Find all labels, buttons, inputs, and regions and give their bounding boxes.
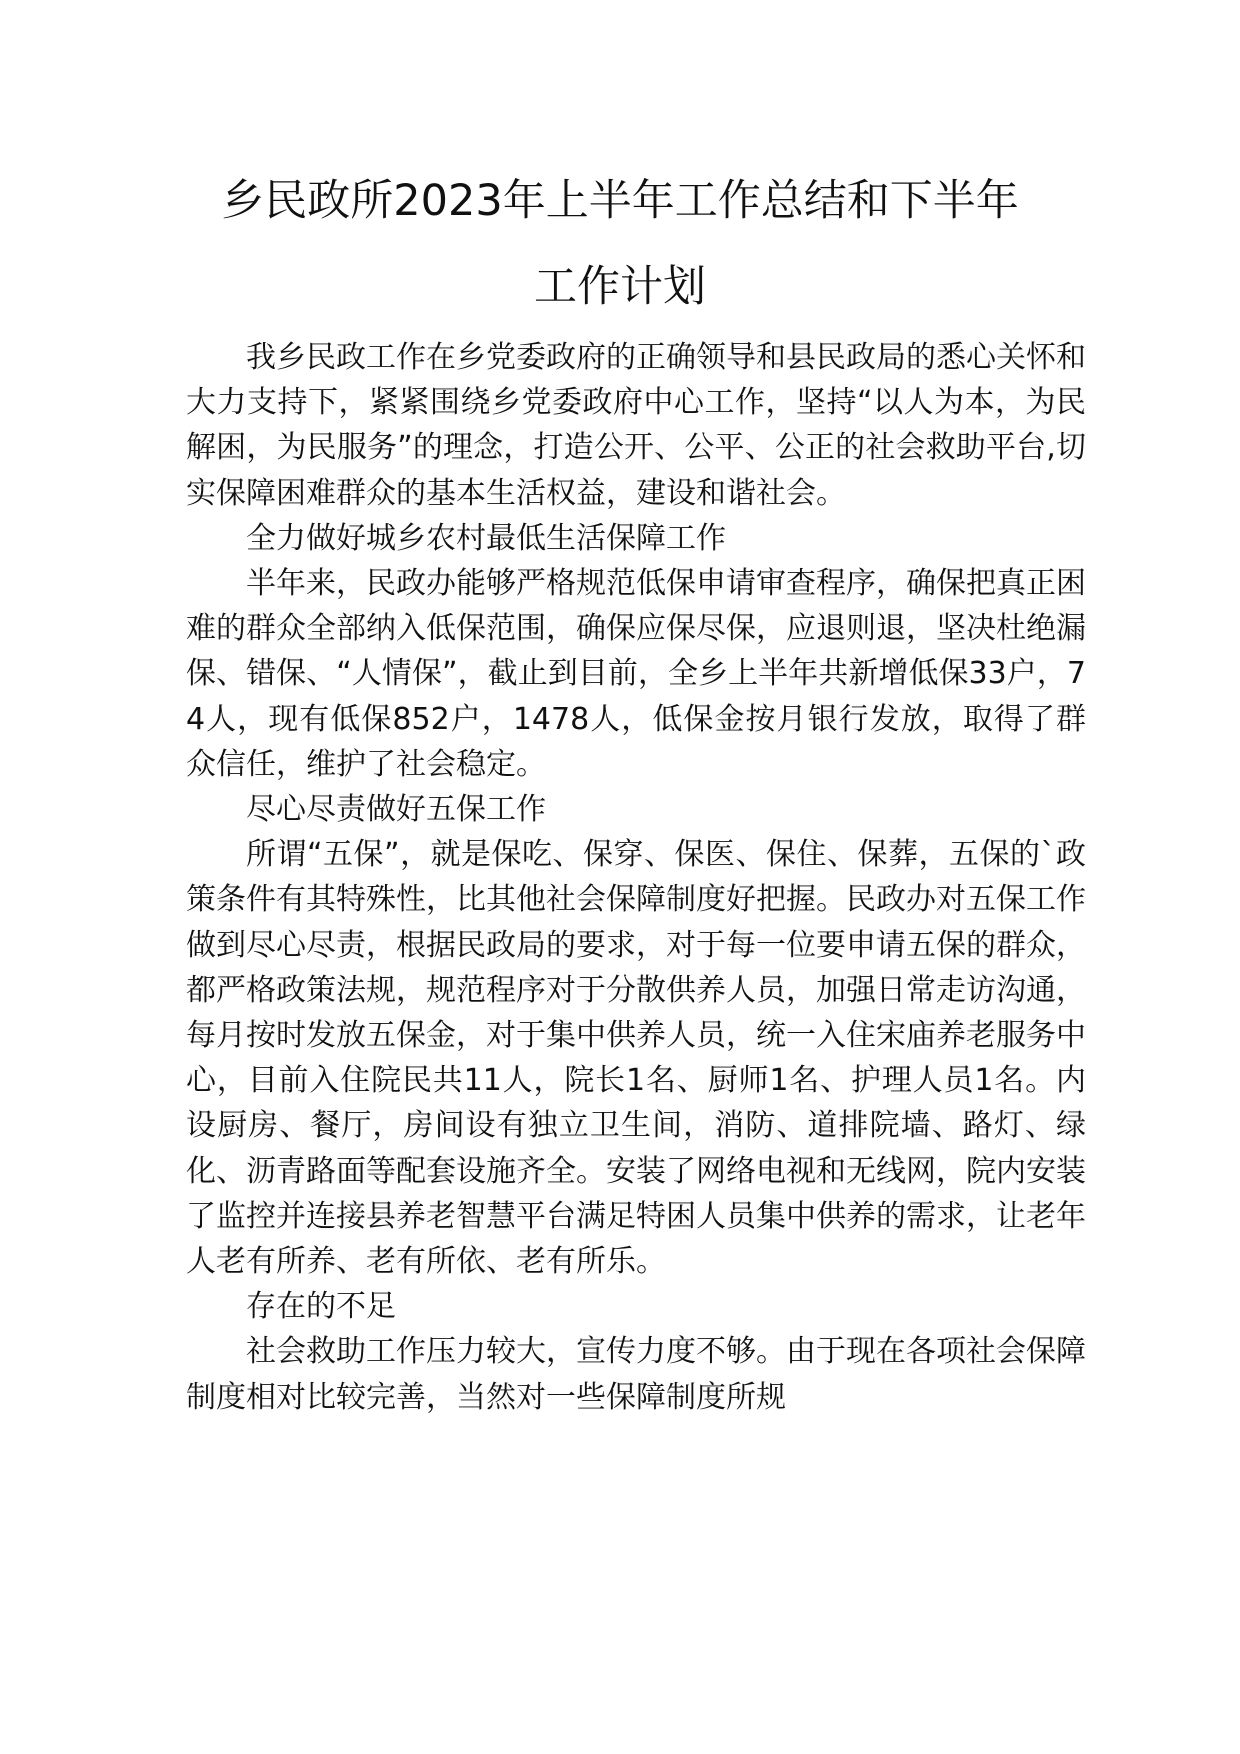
section-heading-five-guarantees: 尽心尽责做好五保工作 (246, 792, 546, 828)
section-body-five-guarantees: 所谓“五保”，就是保吃、保穿、保医、保住、保葬，五保的`政策条件有其特殊性，比其他社会保障制度好把握。民政办对五保工作做到尽心尽责，根据民政局的要求，对于每一位要申请五保的群众，都严格政策法规，规范程序对于分散供养人员，加强日常走访沟通，每月按时发放五保金，对于集中供养人员，统一入住宋庙养老服务中心，目前入住院民共11人，院长1名、厨师1名、护理人员1名。内设厨房、餐厅，房间设有独立卫生间，消防、道排院墙、路灯、绿化、沥青路面等配套设施齐全。安装了网络电视和无线网，院内安装了监控并连接县养老智慧平台满足特困人员集中供养的需求，让老年人老有所养、老有所依、老有所乐。 (186, 837, 1086, 1280)
document-title (150, 158, 1090, 330)
intro-paragraph: 我乡民政工作在乡党委政府的正确领导和县民政局的悉心关怀和大力支持下，紧紧围绕乡党委政府中心工作，坚持“以人为本，为民解困，为民服务”的理念，打造公开、公平、公正的社会救助平台,切实保障困难群众的基本生活权益，建设和谐社会。 (186, 340, 1086, 511)
document-body (186, 335, 1086, 1420)
title-line-1: 乡民政所2023年上半年工作总结和下半年 (221, 176, 1019, 226)
section-body-subsistence: 半年来，民政办能够严格规范低保申请审查程序，确保把真正困难的群众全部纳入低保范围，确保应保尽保，应退则退，坚决杜绝漏保、错保、“人情保”，截止到目前，全乡上半年共新增低保33户，74人，现有低保852户，1478人，低保金按月银行发放，取得了群众信任，维护了社会稳定。 (186, 566, 1086, 782)
section-body-shortcomings: 社会救助工作压力较大，宣传力度不够。由于现在各项社会保障制度相对比较完善，当然对一些保障制度所规 (186, 1334, 1086, 1415)
section-heading-shortcomings: 存在的不足 (246, 1289, 396, 1325)
section-heading-subsistence: 全力做好城乡农村最低生活保障工作 (246, 520, 726, 556)
title-line-2: 工作计划 (534, 262, 706, 312)
